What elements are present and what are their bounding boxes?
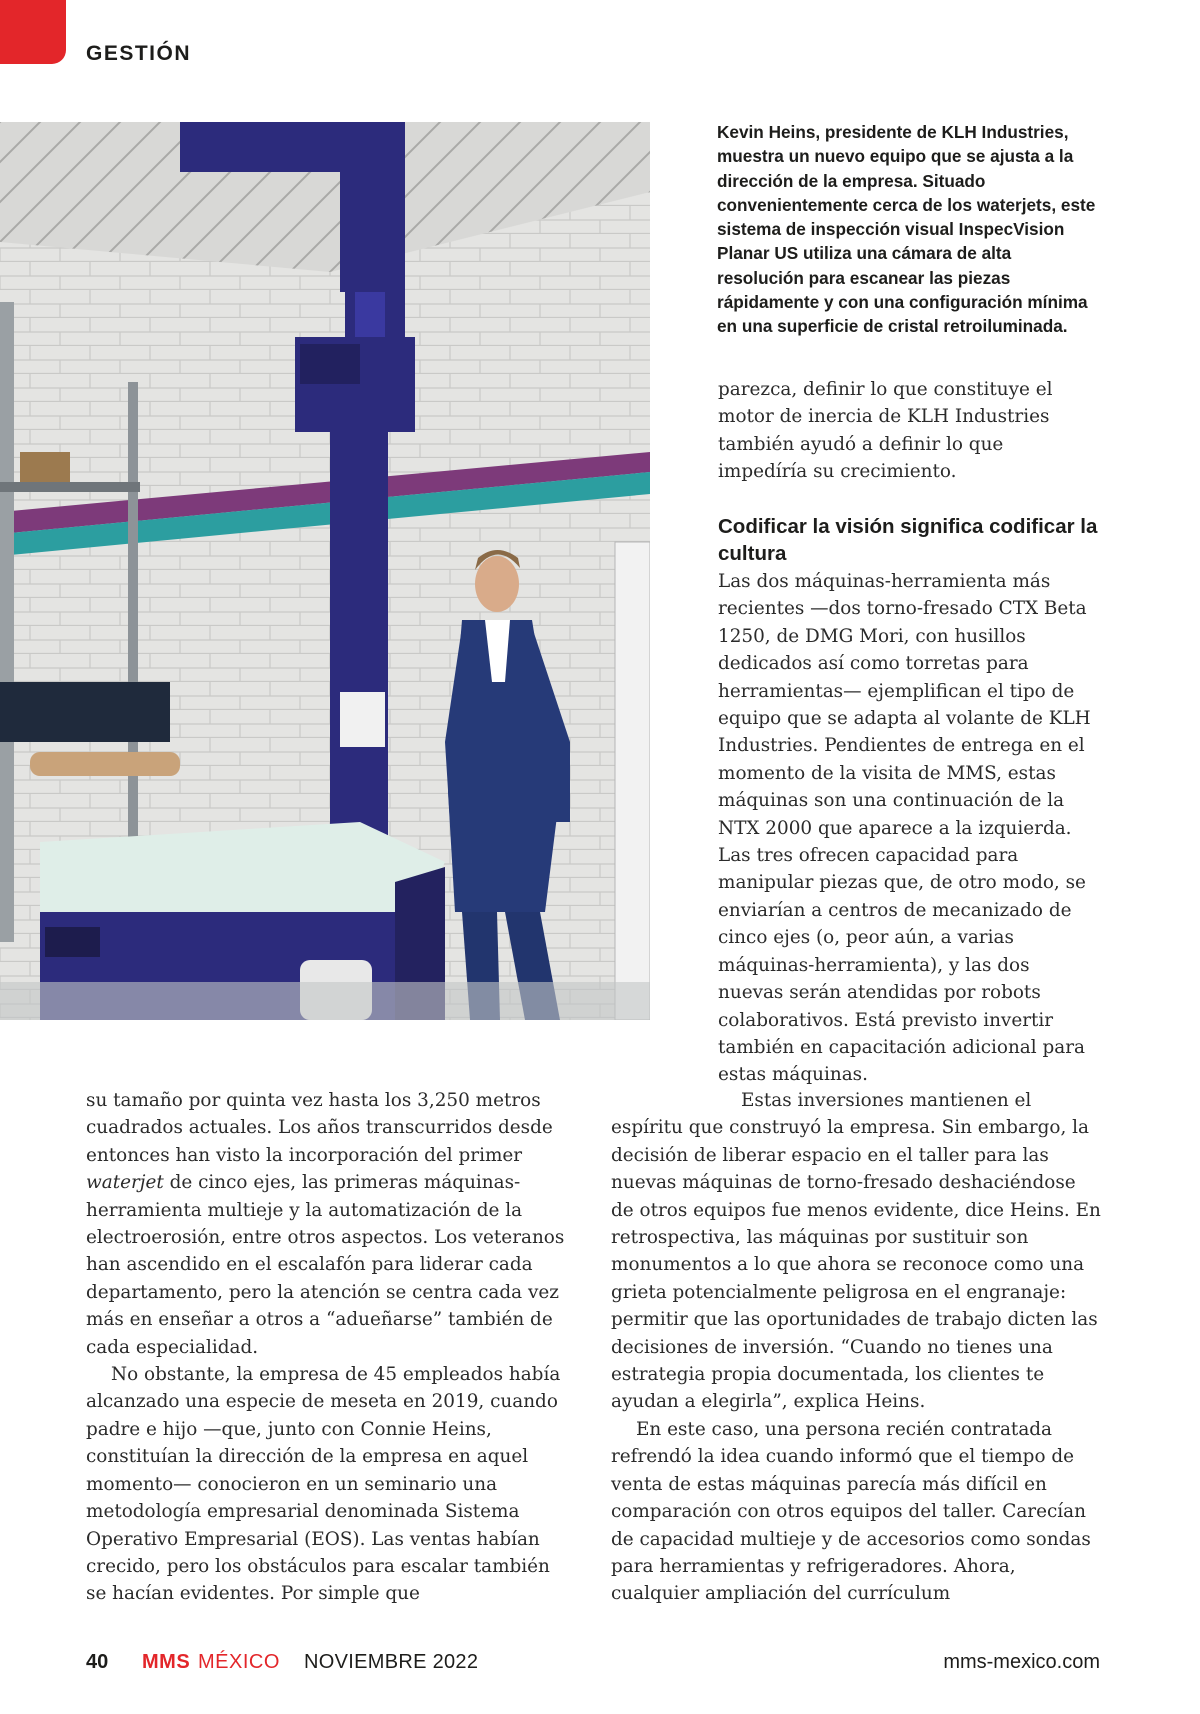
website-link[interactable]: mms-mexico.com bbox=[943, 1651, 1100, 1673]
section-color-tab bbox=[0, 0, 66, 64]
magazine-brand: MMS bbox=[142, 1651, 191, 1673]
paragraph: En este caso, una persona recién contratada refrendó la idea cuando informó que el tiempo de venta de estas máquinas parecía más difícil en comparación con otros equipos del taller. Carecían de capacidad multieje y de accesorios como sondas para herramientas y refrigeradores. Ahora, cualquier ampliación del currículum bbox=[611, 1418, 1091, 1605]
text-run: su tamaño por quinta vez hasta los 3,250 metros cuadrados actuales. Los años transcurridos desde entonces han visto la incorporación del primer bbox=[86, 1090, 553, 1166]
italic-term: waterjet bbox=[86, 1172, 164, 1194]
section-label: GESTIÓN bbox=[86, 42, 192, 65]
photo-caption bbox=[717, 120, 1097, 339]
paragraph: Estas inversiones mantienen el espíritu que construyó la empresa. Sin embargo, la decisión de liberar espacio en el taller para las nuevas máquinas de torno-fresado deshaciéndose de otros equipos fue menos evidente, dice Heins. En retrospectiva, las máquinas por sustituir son monumentos a lo que ahora se reconoce como una grieta potencialmente peligrosa en el engranaje: permitir que las oportunidades de trabajo dicten las decisiones de inversión. “Cuando no tienes una estrategia propia documentada, los clientes te ayudan a elegirla”, explica Heins. bbox=[611, 1090, 1101, 1413]
page-footer bbox=[86, 1651, 1100, 1681]
magazine-region: MÉXICO bbox=[198, 1651, 280, 1673]
paragraph: Las dos máquinas-herramienta más recientes —dos torno-fresado CTX Beta 1250, de DMG Mori, con husillos dedicados así como torretas para herramientas— ejemplifican el tipo de equipo que se adapta al volante de KLH Industries. Pendientes de entrega en el momento de la visita de MMS, estas máquinas son una continuación de la NTX 2000 que aparece a la izquierda. Las tres ofrecen capacidad para manipular piezas que, de otro modo, se enviarían a centros de mecanizado de cinco ejes (o, peor aún, a varias máquinas-herramienta), y las dos nuevas serán atendidas por robots colaborativos. Está previsto invertir también en capacitación adicional para estas máquinas. bbox=[718, 571, 1091, 1086]
right-column-mid bbox=[718, 513, 1098, 1089]
paragraph: No obstante, la empresa de 45 empleados había alcanzado una especie de meseta en 2019, cuando padre e hijo —que, junto con Connie Heins, constituían la dirección de la empresa en aquel momento— conocieron en un seminario una metodología empresarial denominada Sistema Operativo Empresarial (EOS). Las ventas habían crecido, pero los obstáculos para escalar también se hacían evidentes. Por simple que bbox=[86, 1364, 561, 1605]
article-photo bbox=[0, 122, 650, 1020]
left-column bbox=[86, 1087, 571, 1608]
paragraph: parezca, definir lo que constituye el motor de inercia de KLH Industries también ayudó a definir lo que impedíría su crecimiento. bbox=[718, 379, 1053, 483]
section-subheading: Codificar la visión significa codificar la cultura bbox=[718, 515, 1098, 565]
page-number: 40 bbox=[86, 1651, 109, 1673]
paragraph bbox=[86, 1087, 571, 1361]
right-column-bottom bbox=[611, 1087, 1101, 1608]
issue-date: NOVIEMBRE 2022 bbox=[304, 1651, 479, 1673]
right-column-top bbox=[718, 376, 1098, 486]
text-run: de cinco ejes, las primeras máquinas-herramienta multieje y la automatización de la electroerosión, entre otros aspectos. Los veteranos han ascendido en el escalafón para liderar cada departamento, pero la atención se centra cada vez más en enseñar a otros a “adueñarse” también de cada especialidad. bbox=[86, 1172, 565, 1358]
caption-text: Kevin Heins, presidente de KLH Industries, muestra un nuevo equipo que se ajusta a la dirección de la empresa. Situado convenientemente cerca de los waterjets, este sistema de inspección visual InspecVision Planar US utiliza una cámara de alta resolución para escanear las piezas rápidamente y con una configuración mínima en una superficie de cristal retroiluminada. bbox=[717, 122, 1096, 337]
